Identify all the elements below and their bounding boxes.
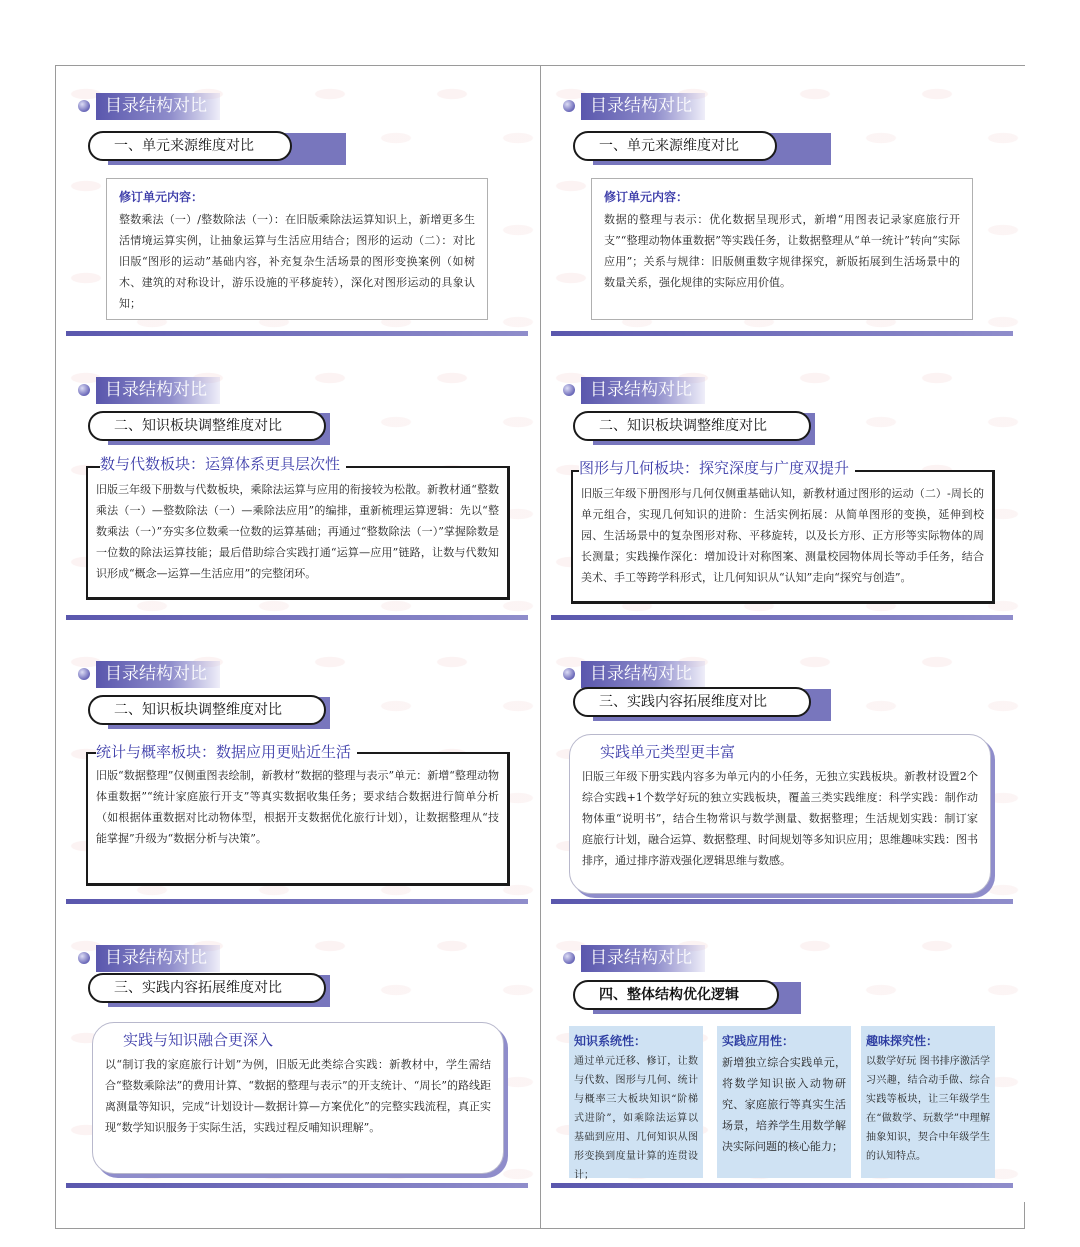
slide-7[interactable] (56, 918, 540, 1202)
section-banner: 目录结构对比 (581, 93, 705, 120)
panel-heading: 数与代数板块：运算体系更具层次性 (100, 453, 346, 474)
section-banner: 目录结构对比 (581, 945, 705, 972)
bullet-icon (563, 952, 575, 964)
footer-bar (66, 331, 528, 336)
bullet-icon (563, 668, 575, 680)
slide-5[interactable] (56, 634, 540, 918)
content-box (86, 752, 510, 886)
section-banner: 目录结构对比 (581, 661, 705, 688)
section-banner: 目录结构对比 (96, 377, 220, 404)
body-text: 旧版三年级下册数与代数板块，乘除法运算与应用的衔接较为松散。新教材通“整数乘法（一）—整数除法（一）—乘除法应用”的编排，重新梳理运算逻辑：先以“整数乘法（一）”夯实多位数乘一位数的运算基础；再通过“整数除法（一）”掌握除数是一位数的除法运算技能；最后借助综合实践打通“运算—应用”链路，让数与代数知识形成“概念—运算—生活应用”的完整闭环。 (96, 483, 499, 580)
column-heading: 实践应用性： (722, 1034, 795, 1048)
body-text: 旧版三年级下册图形与几何仅侧重基础认知，新教材通过图形的运动（二）-周长的单元组合，实现几何知识的进阶：生活实例拓展：从简单图形的变换，延伸到校园、生活场景中的复杂图形对称、平移旋转，以及长方形、正方形等实际物体的周长测量；实践操作深化：增加设计对称图案、测量校园物体周长等动手任务，结合美术、手工等跨学科形式，让几何知识从“认知”走向“探究与创造”。 (581, 487, 984, 584)
bullet-icon (78, 668, 90, 680)
section-banner: 目录结构对比 (96, 93, 220, 120)
panel-heading: 图形与几何板块：探究深度与广度双提升 (579, 457, 855, 478)
content-box (92, 1022, 504, 1174)
box-heading: 修订单元内容： (119, 190, 204, 204)
body-text: 数据的整理与表示：优化数据呈现形式，新增“用图表记录家庭旅行开支”“整理动物体重数据”等实践任务，让数据整理从“单一统计”转向“实际应用”；关系与规律：旧版侧重数字规律探究，新版拓展到生活场景中的数量关系，强化规律的实际应用价值。 (604, 213, 960, 289)
column-heading: 趣味探究性： (866, 1034, 939, 1048)
panel-heading: 实践单元类型更丰富 (600, 743, 736, 761)
slide-1[interactable] (56, 66, 540, 350)
footer-bar (551, 899, 1013, 904)
slide-6[interactable] (541, 634, 1025, 918)
section-banner: 目录结构对比 (581, 377, 705, 404)
subheading: 三、实践内容拓展维度对比 (88, 973, 326, 1003)
subheading: 一、单元来源维度对比 (88, 131, 292, 161)
content-box (569, 734, 991, 894)
subheading: 三、实践内容拓展维度对比 (573, 687, 811, 717)
subheading: 二、知识板块调整维度对比 (88, 411, 326, 441)
column-fun (861, 1026, 995, 1178)
content-box (591, 178, 973, 320)
subheading: 一、单元来源维度对比 (573, 131, 777, 161)
content-box (106, 178, 488, 320)
panel-heading: 统计与概率板块：数据应用更贴近生活 (96, 741, 357, 762)
column-heading: 知识系统性： (574, 1034, 647, 1048)
slide-3[interactable] (56, 350, 540, 634)
slide-8[interactable] (541, 918, 1025, 1202)
content-box (571, 470, 995, 604)
subheading: 四、整体结构优化逻辑 (573, 980, 779, 1010)
bullet-icon (78, 384, 90, 396)
box-heading: 修订单元内容： (604, 190, 689, 204)
body-text: 整数乘法（一）/整数除法（一）：在旧版乘除法运算知识上，新增更多生活情境运算实例，让抽象运算与生活应用结合；图形的运动（二）：对比旧版“图形的运动”基础内容，补充复杂生活场景的图形变换案例（如树木、建筑的对称设计，游乐设施的平移旋转），深化对图形运动的具象认知； (119, 213, 475, 310)
bullet-icon (563, 100, 575, 112)
body-text: 以“制订我的家庭旅行计划”为例，旧版无此类综合实践：新教材中，学生需结合“整数乘除法”的费用计算、“数据的整理与表示”的开支统计、“周长”的路线距离测量等知识，完成“计划设计—数据计算—方案优化”的完整实践流程，真正实现“数学知识服务于实际生活，实践过程反哺知识理解”。 (105, 1058, 491, 1134)
section-banner: 目录结构对比 (96, 945, 220, 972)
column-body: 新增独立综合实践单元，将数学知识嵌入动物研究、家庭旅行等真实生活场景，培养学生用数学解决实际问题的核心能力； (722, 1056, 846, 1153)
bullet-icon (78, 952, 90, 964)
section-banner: 目录结构对比 (96, 661, 220, 688)
subheading: 二、知识板块调整维度对比 (88, 695, 326, 725)
footer-bar (66, 615, 528, 620)
footer-bar (66, 1183, 528, 1188)
footer-bar (66, 899, 528, 904)
column-knowledge (569, 1026, 703, 1181)
footer-bar (551, 331, 1013, 336)
column-practice (717, 1026, 851, 1178)
column-body: 通过单元迁移、修订，让数与代数、图形与几何、统计与概率三大板块知识“阶梯式进阶”，如乘除法运算以基础到应用、几何知识从图形变换到度量计算的连贯设计； (574, 1056, 698, 1181)
slide-2[interactable] (541, 66, 1025, 350)
subheading: 二、知识板块调整维度对比 (573, 411, 811, 441)
footer-bar (551, 1183, 1013, 1188)
body-text: 旧版“数据整理”仅侧重图表绘制，新教材“数据的整理与表示”单元：新增“整理动物体重数据”“统计家庭旅行开支”等真实数据收集任务；要求结合数据进行简单分析（如根据体重数据对比动物体型，根据开支数据优化旅行计划），让数据整理从“技能掌握”升级为“数据分析与决策”。 (96, 769, 499, 845)
panel-heading: 实践与知识融合更深入 (123, 1031, 274, 1049)
bullet-icon (78, 100, 90, 112)
content-box (86, 466, 510, 600)
body-text: 旧版三年级下册实践内容多为单元内的小任务，无独立实践板块。新教材设置2个综合实践+1个数学好玩的独立实践板块，覆盖三类实践维度：科学实践：制作动物体重“说明书”，结合生物常识与数学测量、数据整理；生活规划实践：制订家庭旅行计划，融合运算、数据整理、时间规划等多知识应用；思维趣味实践：图书排序，通过排序游戏强化逻辑思维与数感。 (582, 770, 978, 867)
bullet-icon (563, 384, 575, 396)
column-body: 以数学好玩 图书排序激活学习兴趣，结合动手做、综合实践等板块，让三年级学生在“做数学、玩数学”中理解抽象知识，契合中年级学生的认知特点。 (866, 1056, 990, 1162)
footer-bar (551, 615, 1013, 620)
slide-4[interactable] (541, 350, 1025, 634)
